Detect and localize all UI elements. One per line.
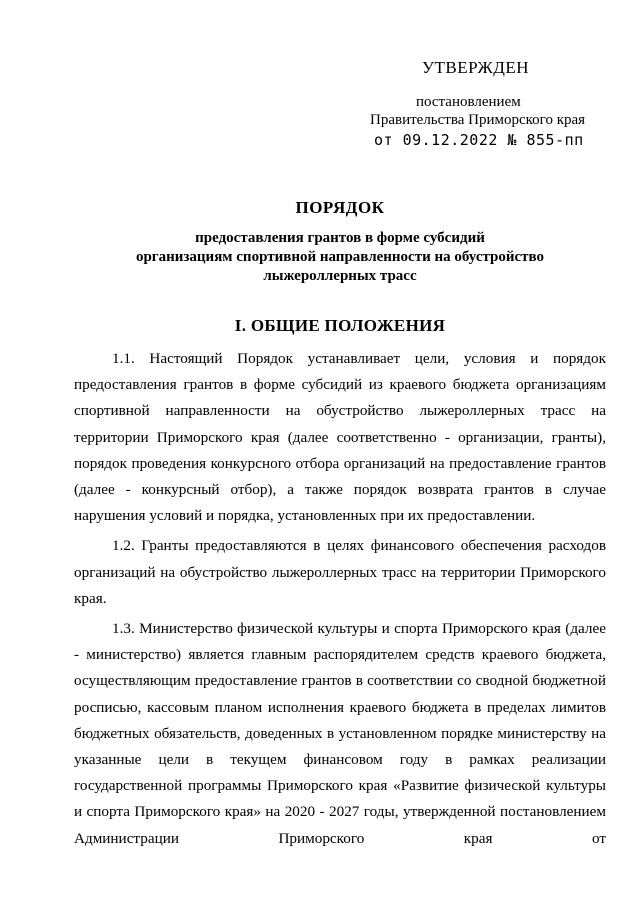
- document-body: [74, 346, 606, 856]
- approved-label: УТВЕРЖДЕН: [422, 58, 529, 77]
- approval-line-date-number: от 09.12.2022 № 855-пп: [374, 131, 584, 149]
- document-title-block: [60, 198, 620, 286]
- section-heading: I. ОБЩИЕ ПОЛОЖЕНИЯ: [234, 316, 446, 335]
- document-title: ПОРЯДОК: [295, 198, 385, 217]
- approval-line-government: Правительства Приморского края: [370, 112, 586, 128]
- subtitle-line-1: предоставления грантов в форме субсидий: [195, 230, 485, 246]
- document-subtitle: [60, 229, 620, 286]
- paragraph-1-2: 1.2. Гранты предоставляются в целях финансового обеспечения расходов организаций на обустройство лыжероллерных трасс на территории Приморского края.: [74, 537, 606, 607]
- approval-line-decree: постановлением: [416, 94, 521, 110]
- paragraph-1-3: 1.3. Министерство физической культуры и спорта Приморского края (далее - министерство) является главным распорядителем средств краевого бюджета, осуществляющим предоставление грантов в соответствии со сводной бюджетной росписью, кассовым планом исполнения краевого бюджета в пределах лимитов бюджетных обязательств, доведенных в установленном порядке министерству на указанные цели в текущем финансовом году в рамках реализации государственной программы Приморского края «Развитие физической культуры и спорта Приморского края» на 2020 - 2027 годы, утвержденной постановлением Администрации Приморского края от: [74, 620, 606, 847]
- paragraph-1-1: 1.1. Настоящий Порядок устанавливает цели, условия и порядок предоставления грантов в форме субсидий из краевого бюджета организациям спортивной направленности на обустройство лыжероллерных трасс на территории Приморского края (далее соответственно - организации, гранты), порядок проведения конкурсного отбора организаций на предоставление грантов (далее - конкурсный отбор), а также порядок возврата грантов в случае нарушения условий и порядка, установленных при их предоставлении.: [74, 350, 606, 525]
- subtitle-line-2: организациям спортивной направленности на обустройство: [135, 249, 545, 265]
- subtitle-line-3: лыжероллерных трасс: [263, 268, 417, 284]
